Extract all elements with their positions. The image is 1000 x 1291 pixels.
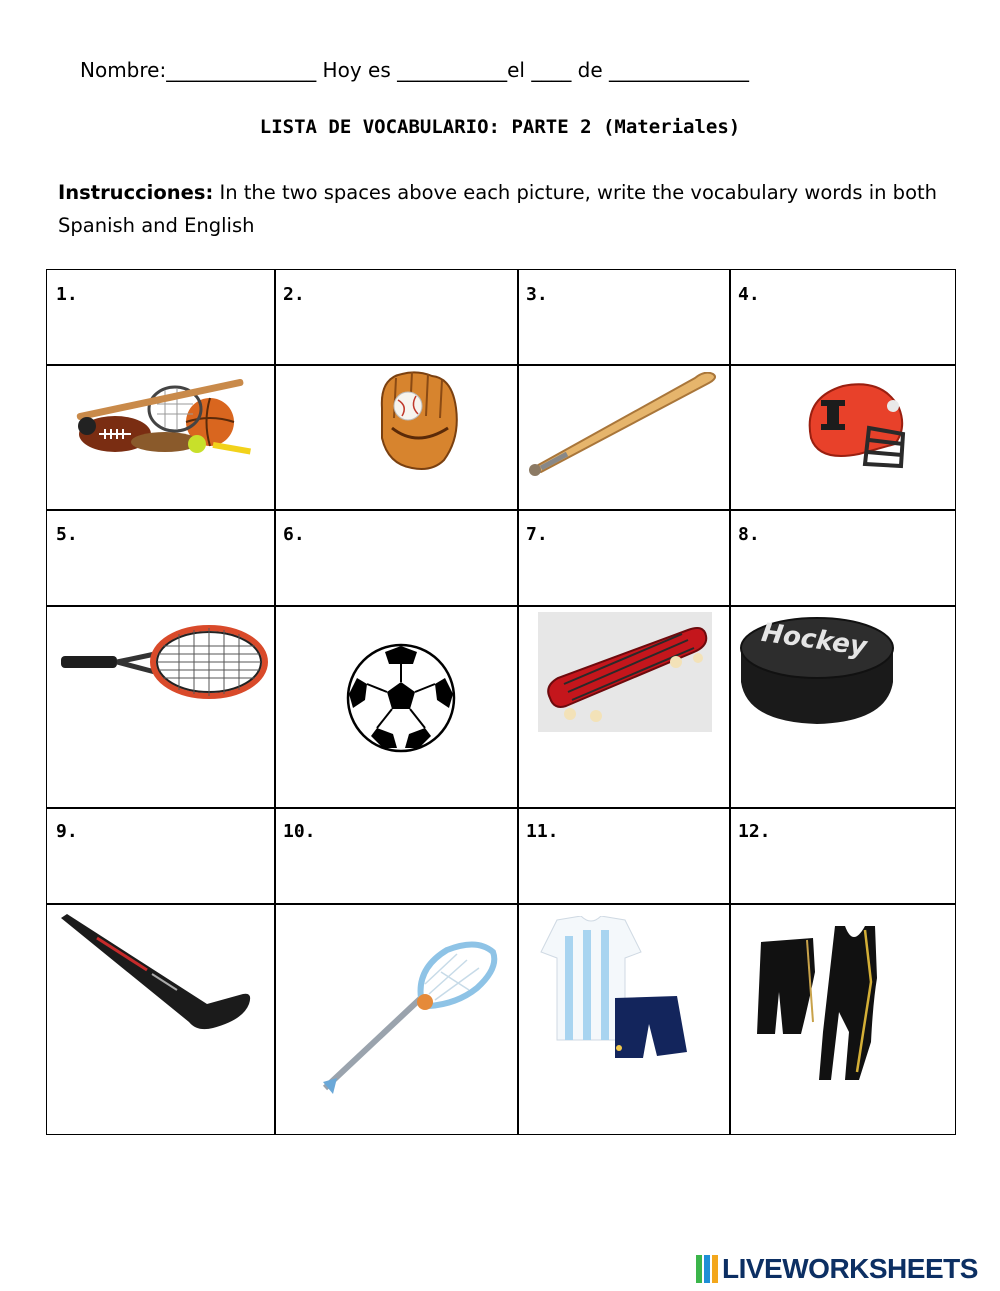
instructions xyxy=(58,176,958,242)
grid-line xyxy=(47,903,955,905)
baseball-bat-icon xyxy=(527,372,727,482)
grid-line xyxy=(47,807,955,809)
item-number: 1. xyxy=(56,284,78,305)
item-number: 8. xyxy=(738,524,760,545)
liveworksheets-logo-icon xyxy=(696,1255,718,1283)
tennis-racket-icon xyxy=(59,620,271,706)
page-title: LISTA DE VOCABULARIO: PARTE 2 (Materiales) xyxy=(259,116,741,138)
baseball-glove-icon xyxy=(372,368,462,472)
item-number: 12. xyxy=(738,821,771,842)
footer-logo xyxy=(696,1252,978,1286)
grid-line xyxy=(274,270,276,1134)
hockey-puck-icon xyxy=(737,612,897,728)
item-number: 7. xyxy=(526,524,548,545)
item-number: 5. xyxy=(56,524,78,545)
football-helmet-icon xyxy=(799,378,911,476)
skateboard-icon xyxy=(538,612,712,732)
item-number: 6. xyxy=(283,524,305,545)
item-number: 10. xyxy=(283,821,316,842)
sports-equipment-icon xyxy=(65,374,255,458)
logo-text: LIVEWORKSHEETS xyxy=(722,1253,978,1284)
soccer-uniform-icon xyxy=(529,916,695,1068)
item-number: 2. xyxy=(283,284,305,305)
grid-line xyxy=(47,364,955,366)
instructions-label: Instrucciones: xyxy=(58,181,214,204)
grid-line xyxy=(729,270,731,1134)
soccer-ball-icon xyxy=(345,642,457,754)
grid-line xyxy=(517,270,519,1134)
item-number: 11. xyxy=(526,821,559,842)
hockey-stick-icon xyxy=(57,914,253,1034)
item-number: 9. xyxy=(56,821,78,842)
grid-line xyxy=(47,605,955,607)
item-number: 4. xyxy=(738,284,760,305)
item-number: 3. xyxy=(526,284,548,305)
puck-label: Hockey xyxy=(759,617,869,663)
lacrosse-stick-icon xyxy=(317,938,499,1098)
swimsuit-icon xyxy=(753,922,901,1082)
instructions-text: In the two spaces above each picture, write the vocabulary words in both Spanish and English xyxy=(58,181,937,237)
grid-line xyxy=(47,509,955,511)
header-line: Nombre:_______________ Hoy es ___________el ____ de ______________ xyxy=(80,58,750,82)
vocabulary-grid xyxy=(46,269,956,1135)
